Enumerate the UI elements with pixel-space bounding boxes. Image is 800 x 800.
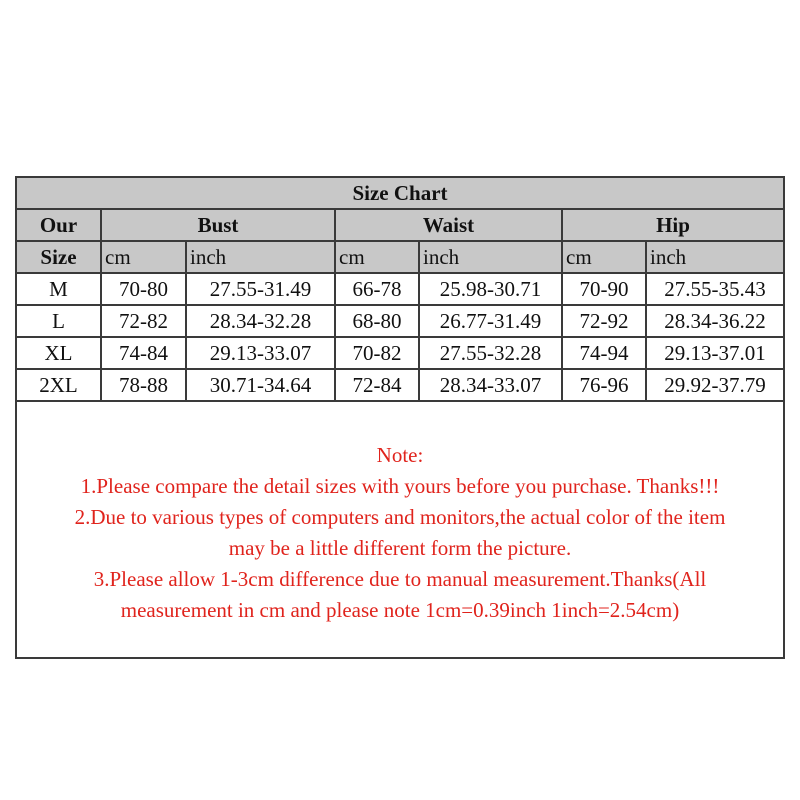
bust-cm-cell: 70-80 xyxy=(101,273,186,305)
bust-inch-cell: 29.13-33.07 xyxy=(186,337,335,369)
table-row xyxy=(17,337,783,369)
note-line: 2.Due to various types of computers and monitors,the actual color of the item xyxy=(74,505,726,529)
waist-cm-cell: 72-84 xyxy=(335,369,419,401)
size-chart-table xyxy=(17,178,783,402)
bust-inch-cell: 27.55-31.49 xyxy=(186,273,335,305)
size-cell: XL xyxy=(17,337,101,369)
bust-inch-cell: 30.71-34.64 xyxy=(186,369,335,401)
bust-inch-header: inch xyxy=(186,241,335,273)
size-chart-sheet xyxy=(15,176,785,659)
bust-inch-cell: 28.34-32.28 xyxy=(186,305,335,337)
table-row xyxy=(17,305,783,337)
note-line: 3.Please allow 1-3cm difference due to manual measurement.Thanks(All xyxy=(93,567,707,591)
waist-cm-cell: 66-78 xyxy=(335,273,419,305)
bust-cm-cell: 72-82 xyxy=(101,305,186,337)
our-size-header-line2: Size xyxy=(17,241,101,273)
note-block xyxy=(17,440,783,626)
waist-cm-cell: 68-80 xyxy=(335,305,419,337)
note-line: 1.Please compare the detail sizes with yours before you purchase. Thanks!!! xyxy=(80,474,720,498)
waist-inch-cell: 28.34-33.07 xyxy=(419,369,562,401)
waist-inch-cell: 25.98-30.71 xyxy=(419,273,562,305)
hip-cm-cell: 74-94 xyxy=(562,337,646,369)
waist-inch-header: inch xyxy=(419,241,562,273)
size-cell: M xyxy=(17,273,101,305)
note-line: measurement in cm and please note 1cm=0.39inch 1inch=2.54cm) xyxy=(120,598,680,622)
size-cell: L xyxy=(17,305,101,337)
bust-cm-cell: 74-84 xyxy=(101,337,186,369)
hip-inch-cell: 29.92-37.79 xyxy=(646,369,783,401)
waist-header: Waist xyxy=(335,209,562,241)
hip-inch-cell: 29.13-37.01 xyxy=(646,337,783,369)
waist-inch-cell: 26.77-31.49 xyxy=(419,305,562,337)
waist-cm-header: cm xyxy=(335,241,419,273)
bust-cm-cell: 78-88 xyxy=(101,369,186,401)
hip-cm-cell: 70-90 xyxy=(562,273,646,305)
hip-inch-cell: 27.55-35.43 xyxy=(646,273,783,305)
table-row xyxy=(17,369,783,401)
size-cell: 2XL xyxy=(17,369,101,401)
hip-cm-cell: 76-96 xyxy=(562,369,646,401)
bust-header: Bust xyxy=(101,209,335,241)
hip-inch-header: inch xyxy=(646,241,783,273)
note-line: may be a little different form the picture. xyxy=(228,536,572,560)
bust-cm-header: cm xyxy=(101,241,186,273)
waist-cm-cell: 70-82 xyxy=(335,337,419,369)
hip-header: Hip xyxy=(562,209,783,241)
hip-cm-cell: 72-92 xyxy=(562,305,646,337)
waist-inch-cell: 27.55-32.28 xyxy=(419,337,562,369)
table-row xyxy=(17,273,783,305)
hip-cm-header: cm xyxy=(562,241,646,273)
size-chart-title: Size Chart xyxy=(17,178,783,209)
note-heading: Note: xyxy=(376,443,424,467)
hip-inch-cell: 28.34-36.22 xyxy=(646,305,783,337)
our-size-header: Our xyxy=(17,209,101,241)
